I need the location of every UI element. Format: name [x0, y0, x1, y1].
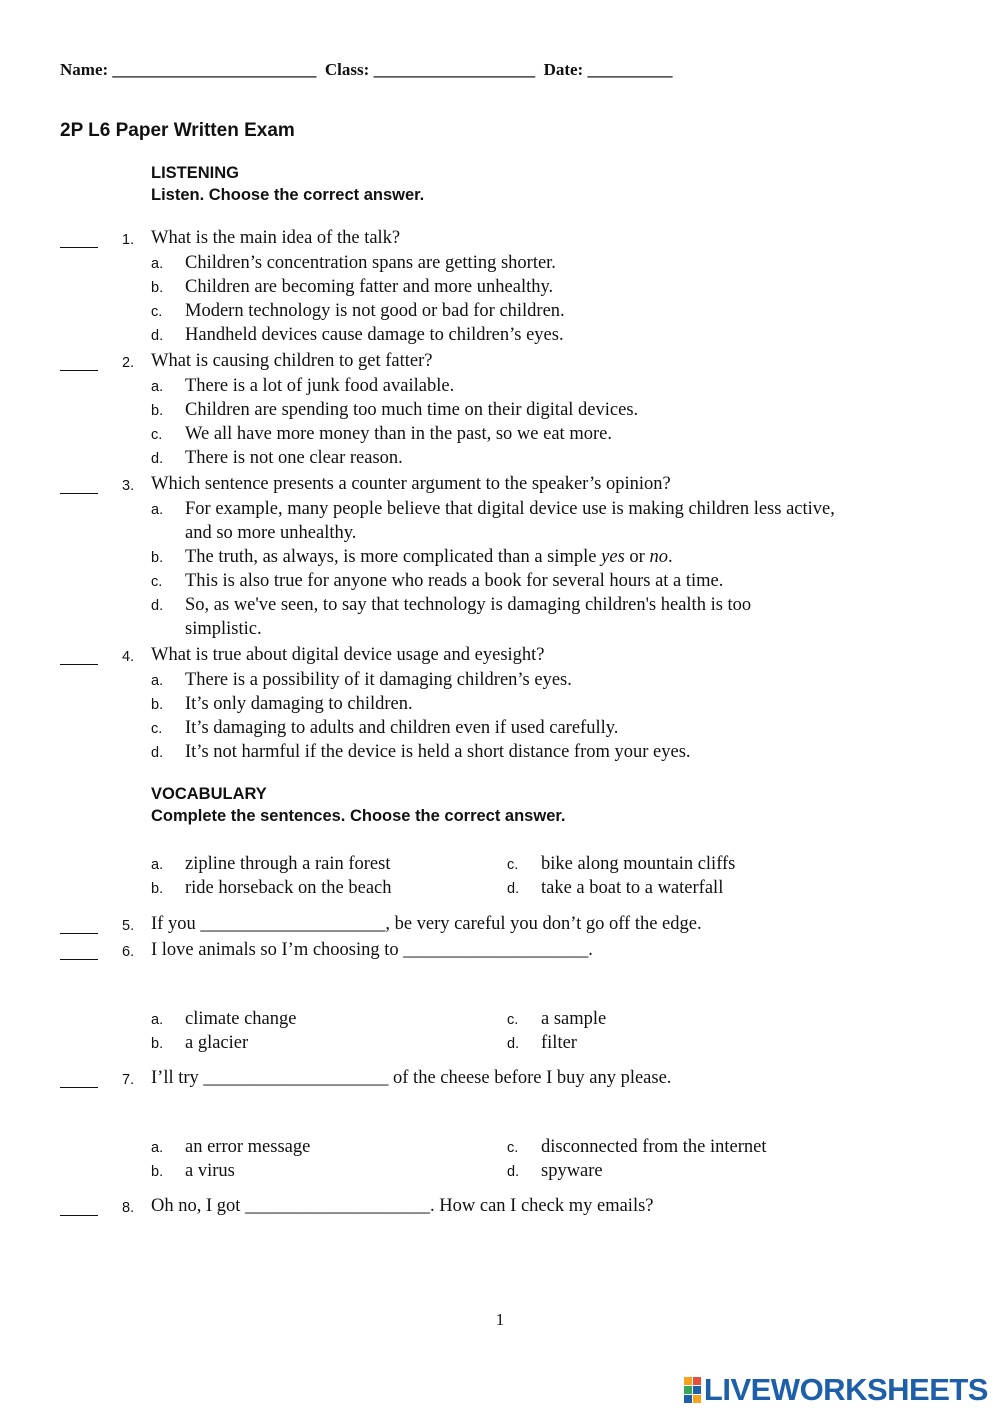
- answer-blank-5[interactable]: [60, 933, 98, 934]
- option-letter: b.: [151, 1036, 164, 1052]
- option-text: a sample: [541, 1009, 607, 1029]
- option-text: Handheld devices cause damage to children’s eyes.: [185, 325, 564, 345]
- option-letter: a.: [151, 256, 164, 272]
- question-number: 6.: [122, 944, 135, 960]
- question-number: 7.: [122, 1072, 135, 1088]
- option-text: There is not one clear reason.: [185, 448, 403, 468]
- class-field[interactable]: ___________________: [373, 60, 536, 79]
- option-letter: d.: [507, 1036, 520, 1052]
- option-letter: c.: [507, 1012, 519, 1028]
- option-text: an error message: [185, 1137, 311, 1157]
- option-text: It’s not harmful if the device is held a short distance from your eyes.: [185, 742, 691, 762]
- question-text: If you ____________________, be very careful you don’t go off the edge.: [151, 914, 702, 934]
- option-text: take a boat to a waterfall: [541, 878, 724, 898]
- option-letter: a.: [151, 1012, 164, 1028]
- option-letter: d.: [151, 451, 164, 467]
- answer-blank-2[interactable]: [60, 370, 98, 371]
- liveworksheets-grid-icon: [684, 1377, 701, 1403]
- name-field[interactable]: ________________________: [112, 60, 317, 79]
- answer-blank-8[interactable]: [60, 1215, 98, 1216]
- option-text: filter: [541, 1033, 577, 1053]
- liveworksheets-logo: [684, 1372, 988, 1408]
- question-number: 2.: [122, 355, 135, 371]
- listening-instruction: Listen. Choose the correct answer.: [151, 186, 425, 204]
- option-text: The truth, as always, is more complicated than a simple yes or no.: [185, 547, 673, 567]
- page-number: 1: [495, 1310, 505, 1329]
- answer-blank-1[interactable]: [60, 247, 98, 248]
- option-letter: b.: [151, 403, 164, 419]
- option-text: We all have more money than in the past, so we eat more.: [185, 424, 612, 444]
- option-letter: a.: [151, 379, 164, 395]
- option-letter: c.: [507, 1140, 519, 1156]
- vocabulary-section-title: VOCABULARY: [151, 785, 267, 803]
- option-letter: a.: [151, 857, 164, 873]
- liveworksheets-wordmark: LIVEWORKSHEETS: [703, 1372, 988, 1407]
- option-letter: b.: [151, 280, 164, 296]
- option-text: Children are spending too much time on their digital devices.: [185, 400, 639, 420]
- option-text: There is a possibility of it damaging children’s eyes.: [185, 670, 572, 690]
- option-letter: d.: [507, 881, 520, 897]
- option-letter: c.: [151, 721, 163, 737]
- question-text: I love animals so I’m choosing to ____________________.: [151, 940, 593, 960]
- date-field[interactable]: __________: [587, 60, 673, 79]
- question-number: 8.: [122, 1200, 135, 1216]
- question-text: Oh no, I got ____________________. How can I check my emails?: [151, 1196, 654, 1216]
- option-text: bike along mountain cliffs: [541, 854, 736, 874]
- option-text: zipline through a rain forest: [185, 854, 391, 874]
- option-text: This is also true for anyone who reads a book for several hours at a time.: [185, 571, 724, 591]
- option-text: Children’s concentration spans are getting shorter.: [185, 253, 556, 273]
- answer-blank-4[interactable]: [60, 664, 98, 665]
- option-letter: a.: [151, 673, 164, 689]
- option-text: climate change: [185, 1009, 297, 1029]
- question-text: What is causing children to get fatter?: [151, 351, 433, 371]
- answer-blank-6[interactable]: [60, 959, 98, 960]
- question-number: 5.: [122, 918, 135, 934]
- option-letter: b.: [151, 550, 164, 566]
- question-text: What is the main idea of the talk?: [151, 228, 401, 248]
- option-text: Modern technology is not good or bad for children.: [185, 301, 565, 321]
- option-text: ride horseback on the beach: [185, 878, 392, 898]
- option-letter: c.: [151, 427, 163, 443]
- answer-blank-3[interactable]: [60, 493, 98, 494]
- vocabulary-instruction: Complete the sentences. Choose the correct answer.: [151, 807, 566, 825]
- question-number: 1.: [122, 232, 135, 248]
- answer-blank-7[interactable]: [60, 1087, 98, 1088]
- option-text: It’s only damaging to children.: [185, 694, 413, 714]
- question-number: 4.: [122, 649, 135, 665]
- option-letter: b.: [151, 697, 164, 713]
- option-letter: c.: [151, 304, 163, 320]
- question-number: 3.: [122, 478, 135, 494]
- option-letter: b.: [151, 1164, 164, 1180]
- exam-title: 2P L6 Paper Written Exam: [60, 120, 295, 141]
- option-text: For example, many people believe that digital device use is making children less active, and so more unhealthy.: [185, 499, 835, 543]
- option-text: spyware: [541, 1161, 603, 1181]
- class-label: Class:: [324, 60, 370, 79]
- question-text: What is true about digital device usage and eyesight?: [151, 645, 545, 665]
- option-letter: a.: [151, 1140, 164, 1156]
- question-text: I’ll try ____________________ of the cheese before I buy any please.: [151, 1068, 672, 1088]
- option-letter: c.: [151, 574, 163, 590]
- option-text: a glacier: [185, 1033, 249, 1053]
- name-label: Name:: [60, 60, 109, 79]
- option-text: There is a lot of junk food available.: [185, 376, 455, 396]
- question-text: Which sentence presents a counter argument to the speaker’s opinion?: [151, 474, 671, 494]
- option-text: So, as we've seen, to say that technology is damaging children's health is too simplistic.: [185, 595, 752, 639]
- student-info-header: [60, 60, 672, 80]
- option-letter: b.: [151, 881, 164, 897]
- date-label: Date:: [543, 60, 584, 79]
- option-letter: a.: [151, 502, 164, 518]
- option-letter: c.: [507, 857, 519, 873]
- option-text: a virus: [185, 1161, 235, 1181]
- option-text: disconnected from the internet: [541, 1137, 767, 1157]
- option-text: It’s damaging to adults and children even if used carefully.: [185, 718, 619, 738]
- option-letter: d.: [151, 598, 164, 614]
- option-letter: d.: [151, 328, 164, 344]
- option-letter: d.: [151, 745, 164, 761]
- option-letter: d.: [507, 1164, 520, 1180]
- option-text: Children are becoming fatter and more unhealthy.: [185, 277, 554, 297]
- listening-section-title: LISTENING: [151, 164, 240, 182]
